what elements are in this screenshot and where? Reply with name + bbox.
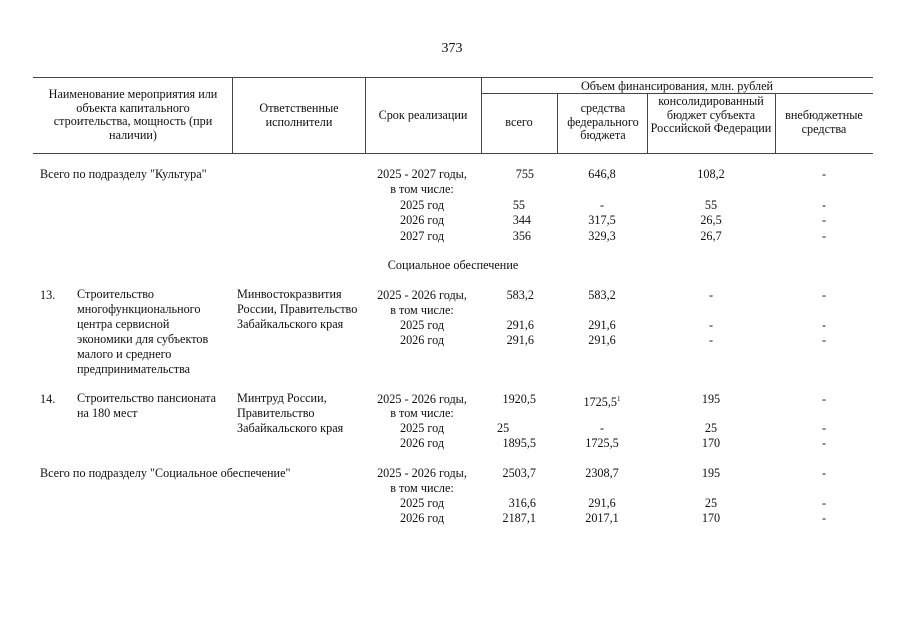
- total-cell: 2503,7: [502, 466, 536, 480]
- consolidated-cell: 26,5: [700, 213, 722, 227]
- consolidated-cell: 25: [704, 496, 718, 510]
- total-cell: 583,2: [506, 288, 534, 302]
- consolidated-cell: -: [708, 288, 714, 302]
- consolidated-cell: -: [708, 318, 714, 332]
- total-cell: 291,6: [506, 318, 534, 332]
- col-divider: [647, 93, 648, 153]
- header-financing: Объем финансирования, млн. рублей: [580, 79, 774, 93]
- federal-cell: 2017,1: [585, 511, 619, 525]
- footnote-mark: 1: [617, 395, 621, 403]
- consolidated-cell: 26,7: [700, 229, 722, 243]
- extra-cell: -: [821, 392, 827, 406]
- extra-cell: -: [821, 213, 827, 227]
- term-cell: 2025 - 2026 годы,: [377, 392, 467, 406]
- extra-cell: -: [821, 288, 827, 302]
- col-divider: [232, 77, 233, 153]
- extra-cell: -: [821, 167, 827, 181]
- federal-cell: 329,3: [588, 229, 616, 243]
- header-bottom-rule: [33, 153, 873, 154]
- total-cell: 344: [512, 213, 531, 227]
- extra-cell: -: [821, 496, 827, 510]
- extra-cell: -: [821, 466, 827, 480]
- total-cell: 1920,5: [502, 392, 536, 406]
- federal-cell: 291,6: [588, 496, 616, 510]
- social-total-label: Всего по подразделу "Социальное обеспечение": [40, 466, 291, 480]
- federal-cell: 646,8: [588, 167, 616, 181]
- term-cell: 2026 год: [399, 333, 445, 347]
- federal-cell: 291,6: [588, 333, 616, 347]
- extra-cell: -: [821, 333, 827, 347]
- term-cell: 2025 год: [399, 198, 445, 212]
- federal-cell: [560, 392, 644, 409]
- extra-cell: -: [821, 198, 827, 212]
- federal-cell: 291,6: [588, 318, 616, 332]
- consolidated-cell: 170: [701, 511, 721, 525]
- federal-cell: -: [599, 198, 605, 212]
- section-title: Социальное обеспечение: [387, 258, 519, 272]
- term-cell: 2026 год: [399, 436, 445, 450]
- culture-total-label: Всего по подразделу "Культура": [40, 167, 207, 181]
- page-number: 373: [441, 41, 463, 56]
- item-number: 14.: [40, 392, 56, 406]
- federal-cell: 2308,7: [585, 466, 619, 480]
- extra-cell: -: [821, 511, 827, 525]
- federal-cell: 583,2: [588, 288, 616, 302]
- item-executors: Минтруд России, Правительство Забайкальского края: [237, 391, 344, 435]
- extra-cell: -: [821, 436, 827, 450]
- term-cell: 2025 - 2026 годы,: [377, 288, 467, 302]
- total-cell: 356: [512, 229, 531, 243]
- header-term: Срок реализации: [378, 108, 468, 122]
- header-executors: Ответственные исполнители: [259, 101, 339, 129]
- federal-value: 1725,5: [583, 395, 617, 409]
- term-cell: 2025 год: [399, 496, 445, 510]
- header-federal: средства федерального бюджета: [567, 101, 639, 142]
- total-cell: 25: [497, 421, 510, 435]
- extra-cell: -: [821, 421, 827, 435]
- total-cell: 291,6: [506, 333, 534, 347]
- col-divider: [775, 93, 776, 153]
- consolidated-cell: 195: [701, 466, 721, 480]
- consolidated-cell: 170: [701, 436, 721, 450]
- term-cell: 2025 год: [399, 318, 445, 332]
- term-cell: 2026 год: [399, 511, 445, 525]
- col-divider: [365, 77, 366, 153]
- consolidated-cell: 108,2: [697, 167, 725, 181]
- term-cell: в том числе:: [390, 303, 454, 317]
- term-cell: 2025 год: [399, 421, 445, 435]
- term-cell: 2025 - 2026 годы,: [377, 466, 467, 480]
- extra-cell: -: [821, 318, 827, 332]
- total-cell: 316,6: [508, 496, 536, 510]
- total-cell: 55: [512, 198, 525, 212]
- header-name: Наименование мероприятия или объекта капитального строительства, мощность (при наличии): [48, 87, 218, 142]
- consolidated-cell: 55: [704, 198, 718, 212]
- term-cell: 2026 год: [399, 213, 445, 227]
- federal-cell: -: [599, 421, 605, 435]
- term-cell: в том числе:: [390, 182, 454, 196]
- total-cell: 755: [515, 167, 534, 181]
- col-divider: [557, 93, 558, 153]
- consolidated-cell: 25: [704, 421, 718, 435]
- item-number: 13.: [40, 288, 56, 302]
- header-extrabudget: внебюджетные средства: [785, 108, 863, 136]
- col-divider: [481, 77, 482, 153]
- header-total: всего: [505, 115, 533, 129]
- item-name: Строительство пансионата на 180 мест: [77, 391, 217, 420]
- total-cell: 2187,1: [502, 511, 536, 525]
- total-cell: 1895,5: [502, 436, 536, 450]
- federal-cell: 1725,5: [585, 436, 619, 450]
- consolidated-cell: 195: [701, 392, 721, 406]
- item-executors: Минвостокразвития России, Правительство Забайкальского края: [237, 287, 358, 331]
- term-cell: 2027 год: [399, 229, 445, 243]
- term-cell: в том числе:: [390, 481, 454, 495]
- item-name: Строительство многофункционального центра сервисной экономики для субъектов малого и среднего предпринимательства: [77, 287, 209, 376]
- header-top-rule: [33, 77, 873, 78]
- federal-cell: 317,5: [588, 213, 616, 227]
- term-cell: 2025 - 2027 годы,: [377, 167, 467, 181]
- extra-cell: -: [821, 229, 827, 243]
- consolidated-cell: -: [708, 333, 714, 347]
- header-consolidated: консолидированный бюджет субъекта Российской Федерации: [650, 94, 772, 135]
- term-cell: в том числе:: [390, 406, 454, 420]
